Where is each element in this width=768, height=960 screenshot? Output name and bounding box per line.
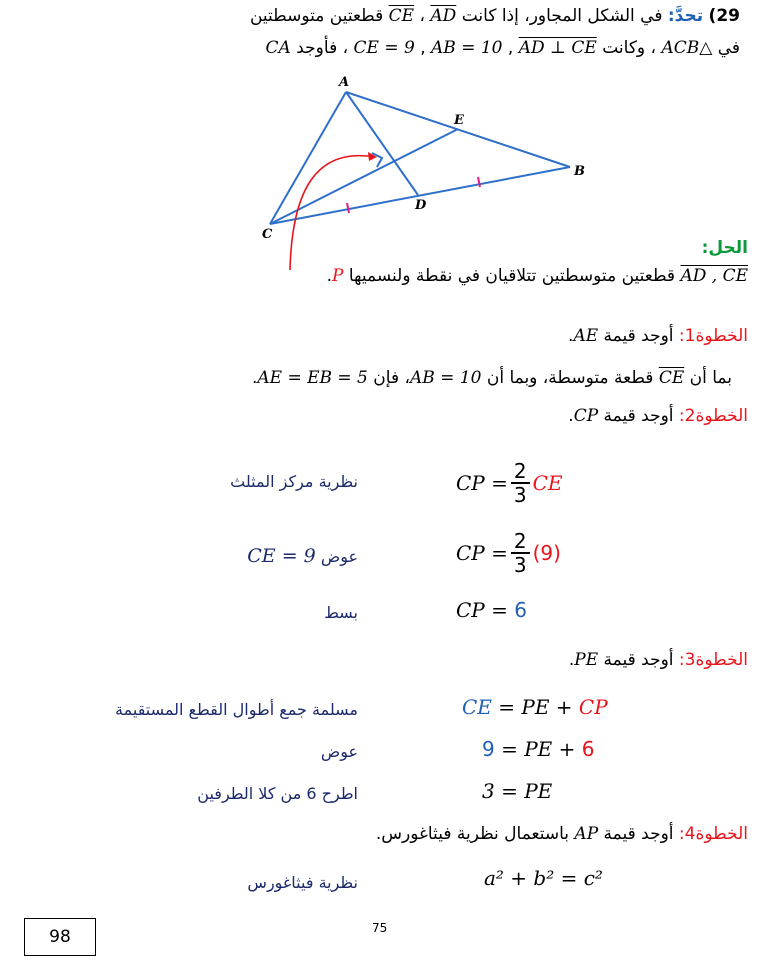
step1-result: AE = EB = 5: [257, 368, 368, 388]
given-perp: AD ⊥ CE: [518, 38, 597, 58]
step2-row2-reason: [247, 545, 358, 567]
step4-text: أوجد قيمة: [603, 824, 674, 844]
step2-row3-reason: بسط: [324, 603, 358, 622]
given-ab: AB = 10: [431, 38, 503, 58]
step4-row1-eq: a² + b² = c²: [484, 866, 603, 890]
segment-ce: CE: [388, 6, 415, 26]
step2-row2-val: (9): [532, 541, 561, 565]
comma: ،: [419, 6, 425, 26]
step2-row3-eq: [456, 598, 527, 622]
tick-db: [478, 177, 480, 187]
step3-row2-eq: [482, 737, 594, 761]
step4-heading: [376, 824, 748, 844]
step3-row1-c: CP: [578, 695, 608, 719]
solution-intro: AD , CE قطعتين متوسطتين تتلاقيان في نقطة ولنسميها P.: [326, 266, 748, 286]
step3-row3-reason: اطرح 6 من كلا الطرفين: [197, 784, 358, 803]
label-b: B: [574, 164, 585, 179]
step2-label: الخطوة2:: [678, 406, 748, 426]
step1-line: بما أن CE قطعة متوسطة، وبما أن AB = 10، فإن AE = EB = 5.: [251, 368, 732, 388]
step3-row2-b: = PE +: [501, 737, 576, 761]
step3-row2-a: 9: [482, 737, 495, 761]
label-d: D: [415, 198, 427, 213]
page-number-box: 98: [24, 918, 96, 956]
frac-den-b: 3: [513, 553, 527, 577]
label-c: C: [262, 227, 273, 242]
step1-seg: CE: [658, 368, 685, 388]
page-number-center: 75: [372, 921, 388, 935]
step1-var: AE: [573, 326, 599, 346]
step2-row1-reason: نظرية مركز المثلث: [230, 472, 358, 491]
step3-text: أوجد قيمة: [603, 650, 674, 670]
step2-row3-val: 6: [514, 598, 527, 622]
step4-tail: باستعمال نظرية فيثاغورس.: [375, 824, 570, 844]
fraction-2-3: [511, 460, 530, 506]
step2-row3-lhs: CP =: [456, 598, 508, 622]
find-ca: CA: [265, 38, 291, 58]
step1-label: الخطوة1:: [678, 326, 748, 346]
intro-segments: AD , CE: [680, 266, 748, 286]
step1-text: أوجد قيمة: [603, 326, 674, 346]
step4-label: الخطوة4:: [678, 824, 748, 844]
step3-row1-b: = PE +: [498, 695, 573, 719]
step2-text: أوجد قيمة: [603, 406, 674, 426]
triangle-figure: [240, 72, 600, 272]
label-e: E: [454, 113, 464, 128]
step1-ab: AB = 10: [409, 368, 482, 388]
step2-row2-reason-text: عوض: [320, 547, 358, 566]
step3-heading: الخطوة3: أوجد قيمة PE.: [568, 650, 748, 670]
step4-var: AP: [574, 824, 599, 844]
solution-heading: الحل:: [701, 238, 748, 258]
step2-row2-lhs: CP =: [456, 541, 508, 565]
find-text: ، فأوجد: [296, 38, 349, 58]
step3-row1-reason: مسلمة جمع أطوال القطع المستقيمة: [115, 700, 358, 719]
problem-line-1: [20, 6, 740, 26]
step1-then: ، فإن: [373, 368, 410, 388]
tick-cd: [347, 203, 349, 213]
segment-ad: AD: [430, 6, 457, 26]
step3-row3-eq: 3 = PE: [482, 779, 553, 803]
step3-row2-c: 6: [581, 737, 595, 761]
step3-row1-eq: [462, 695, 608, 719]
frac-num-b: 2: [511, 530, 530, 554]
step1-since: بما أن: [689, 368, 732, 388]
step2-row1-lhs: CP =: [456, 471, 508, 495]
intro-text: قطعتين متوسطتين تتلاقيان في نقطة ولنسميها: [348, 266, 676, 286]
step3-row1-a: CE: [462, 695, 492, 719]
step3-var: PE: [574, 650, 599, 670]
frac-den: 3: [513, 483, 527, 507]
challenge-label: تحدَّ:: [667, 6, 704, 26]
step2-row2-given: CE = 9: [247, 545, 316, 567]
point-p: P: [332, 266, 344, 286]
step2-row2-eq: [456, 530, 561, 576]
step1-heading: الخطوة1: أوجد قيمة AE.: [568, 326, 748, 346]
step3-label: الخطوة3:: [678, 650, 748, 670]
step2-row1-eq: [456, 460, 563, 506]
problem-number: 29): [708, 6, 740, 26]
step2-row1-ce: CE: [532, 471, 563, 495]
problem-text-1-end: قطعتين متوسطتين: [249, 6, 384, 26]
problem-line2-prefix: في: [717, 38, 740, 58]
step2-heading: الخطوة2: أوجد قيمة CP.: [568, 406, 748, 426]
step1-mid: قطعة متوسطة، وبما أن: [486, 368, 654, 388]
and-given: ، وكانت: [602, 38, 657, 58]
problem-text-1: في الشكل المجاور، إذا كانت: [461, 6, 663, 26]
step4-row1-reason: نظرية فيثاغورس: [247, 873, 358, 892]
problem-line-2: في △ACB ، وكانت CE = 9 , AB = 10 , AD ⊥ CE ، فأوجد CA: [265, 38, 740, 58]
step2-var: CP: [573, 406, 599, 426]
fraction-2-3-b: [511, 530, 530, 576]
frac-num: 2: [511, 460, 530, 484]
triangle-acb: △ACB: [661, 38, 713, 58]
label-a: A: [339, 75, 350, 90]
step3-row2-reason: عوض: [320, 742, 358, 761]
given-ce: CE = 9: [353, 38, 415, 58]
